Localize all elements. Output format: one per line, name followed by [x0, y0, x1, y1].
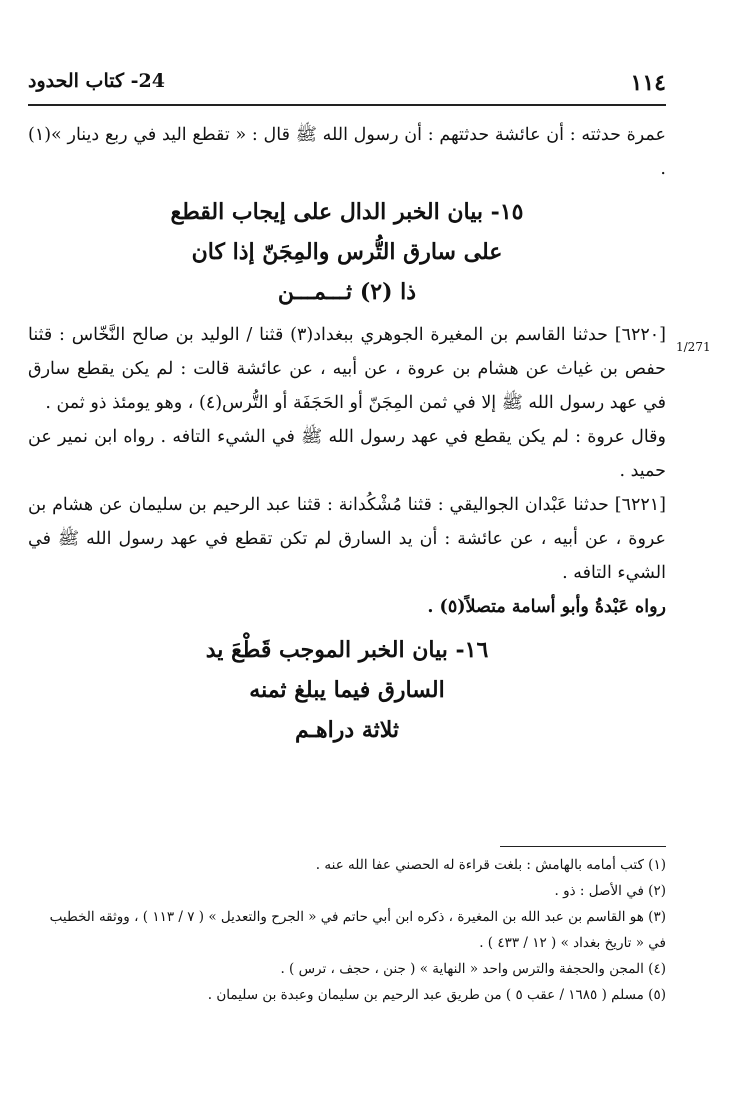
page-header: [28, 64, 666, 104]
heading-line: على سارق التُّرس والمِجَنّ إذا كان: [191, 239, 503, 265]
heading-line: ذا (٢) ثـــمـــن: [277, 279, 417, 305]
hadith-6221: [٦٢٢١] حدثنا عَبْدان الجواليقي : قثنا مُشْكُدانة : قثنا عبد الرحيم بن سليمان عن هشام بن عروة ، عن أبيه ، عن عائشة : أن يد السارق لم تكن تقطع في عهد رسول الله ﷺ في الشيء التافه .: [28, 495, 666, 583]
section-16-heading: [28, 630, 666, 750]
heading-line: ١٦- بيان الخبر الموجب قَطْعَ يد: [205, 637, 489, 663]
footnote-2: (٢) في الأصل : ذو .: [554, 883, 666, 899]
footnote-4: (٤) المجن والحجفة والترس واحد « النهاية » ( جنن ، حجف ، ترس ) .: [280, 961, 666, 977]
main-text: [28, 118, 666, 756]
section-15-heading: [28, 192, 666, 312]
heading-line: السارق فيما يبلغ ثمنه: [249, 677, 445, 703]
footnote-rule: [500, 846, 666, 847]
margin-reference: 1/271: [676, 340, 711, 354]
footnote-3: (٣) هو القاسم بن عبد الله بن المغيرة ، ذكره ابن أبي حاتم في « الجرح والتعديل » ( ٧ / ١١٣ ) ، ووثقه الخطيب في « تاريخ بغداد » ( ١٢ / ٤٣٣ ) .: [49, 909, 666, 951]
book-title: 24- كتاب الحدود: [28, 70, 165, 92]
footnotes: [28, 852, 666, 1008]
page-number: ١١٤: [630, 70, 666, 96]
hadith-6220: [٦٢٢٠] حدثنا القاسم بن المغيرة الجوهري ببغداد(٣) قثنا / الوليد بن صالح النَّخّاس : قثنا حفص بن غياث عن هشام بن عروة ، عن أبيه ، عن عائشة قالت : لم يكن يقطع سارق في عهد رسول الله ﷺ إلا في ثمن المِجَنّ أو الحَجَفَة أو التُّرس(٤) ، وهو يومئذ ذو ثمن .: [28, 325, 666, 413]
footnote-5: (٥) مسلم ( ١٦٨٥ / عقب ٥ ) من طريق عبد الرحيم بن سليمان وعبدة بن سليمان .: [207, 987, 666, 1003]
paragraph-1: عمرة حدثته : أن عائشة حدثتهم : أن رسول الله ﷺ قال : « تقطع اليد في ربع دينار »(١) .: [28, 125, 666, 179]
heading-line: ثلاثة دراهـم: [294, 717, 400, 743]
footnote-1: (١) كتب أمامه بالهامش : بلغت قراءة له الحصني عفا الله عنه .: [315, 857, 666, 873]
heading-line: ١٥- بيان الخبر الدال على إيجاب القطع: [170, 199, 524, 225]
paragraph-narration: رواه عَبْدةُ وأبو أسامة متصلاً(٥) .: [427, 597, 666, 617]
paragraph-urwa: وقال عروة : لم يكن يقطع في عهد رسول الله ﷺ في الشيء التافه . رواه ابن نمير عن حميد .: [28, 427, 666, 481]
header-rule: [28, 104, 666, 106]
